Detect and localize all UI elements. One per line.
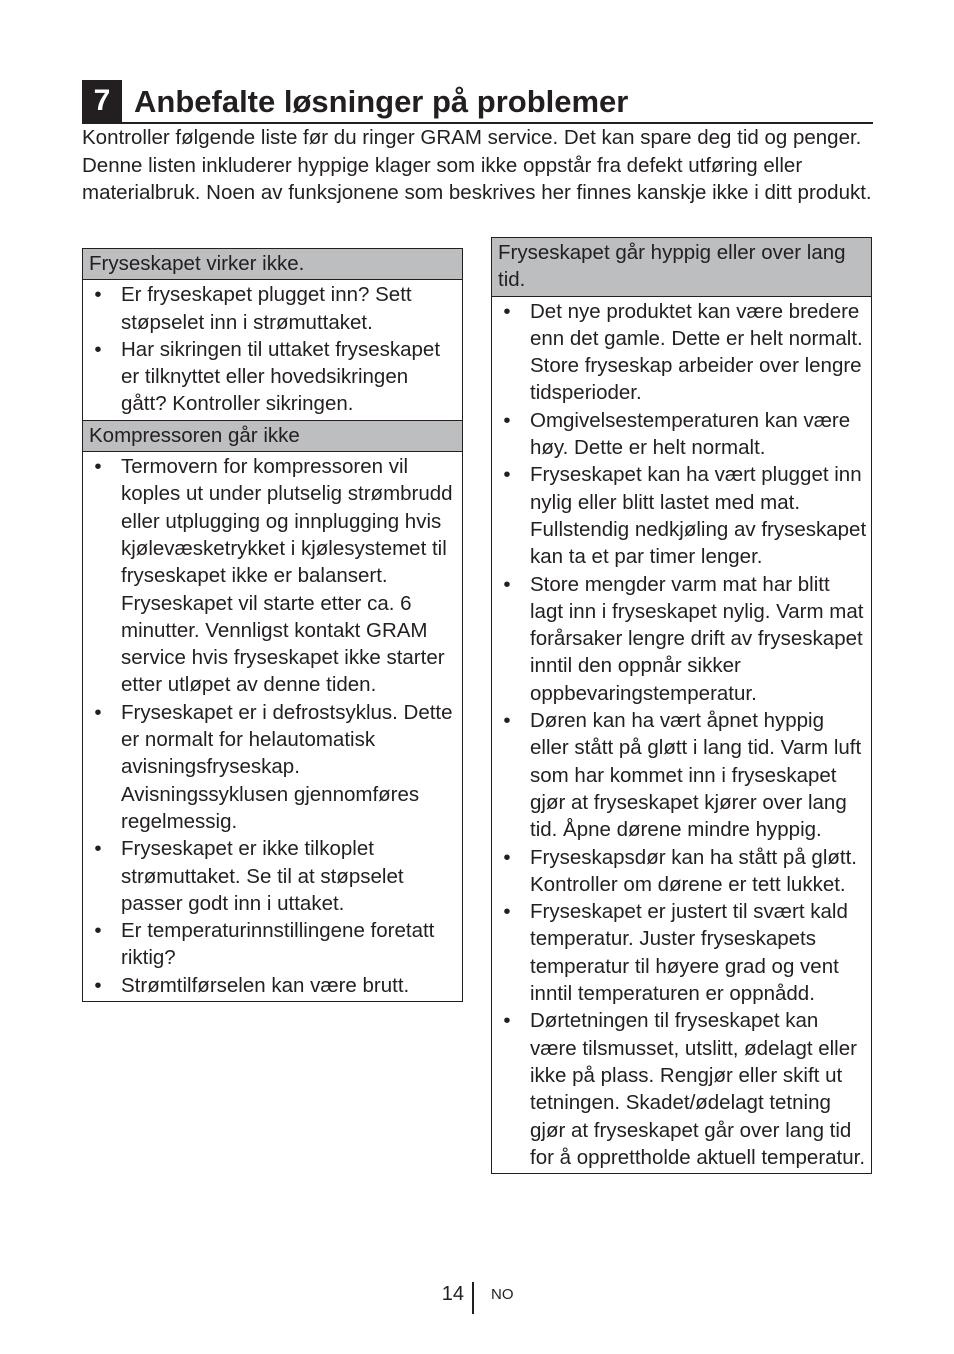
list-item: • Har sikringen til uttaket fryseskapet er tilknyttet eller hovedsikringen gått? Kontroller sikringen. bbox=[94, 337, 441, 416]
language-code: NO bbox=[491, 1286, 514, 1303]
footer-divider bbox=[472, 1282, 474, 1314]
intro-paragraph: Kontroller følgende liste før du ringer GRAM service. Det kan spare deg tid og penger. Denne listen inkluderer hyppige klager som ikke oppstår fra defekt utføring eller materialbruk. Noen av funksjonene som beskrives her finnes kanskje ikke i ditt produkt. bbox=[82, 126, 872, 204]
list-item: • Omgivelsestemperaturen kan være høy. Dette er helt normalt. bbox=[503, 408, 851, 460]
box-body-not-working bbox=[83, 280, 462, 419]
box-body-runs-often bbox=[492, 297, 871, 1174]
list-item: • Fryseskapsdør kan ha stått på gløtt. Kontroller om dørene er tett lukket. bbox=[503, 845, 857, 896]
section-title: Anbefalte løsninger på problemer bbox=[134, 84, 629, 119]
right-troubleshooting-box bbox=[491, 237, 872, 1174]
left-troubleshooting-box bbox=[82, 248, 463, 1002]
section-heading bbox=[82, 80, 873, 124]
list-item: • Fryseskapet kan ha vært plugget inn nylig eller blitt lastet med mat. Fullstendig nedkjøling av fryseskapet kan ta et par timer lenger. bbox=[503, 463, 867, 569]
section-number: 7 bbox=[82, 80, 122, 122]
list-item: • Er temperaturinnstillingene foretatt riktig? bbox=[94, 919, 435, 970]
list-item: • Store mengder varm mat har blitt lagt inn i fryseskapet nylig. Varm mat forårsaker lengre drift av fryseskapet inntil den oppnår sikker oppbevaringstemperatur. bbox=[503, 572, 864, 705]
box-header-runs-often: Fryseskapet går hyppig eller over lang tid. bbox=[492, 238, 871, 297]
list-item: • Det nye produktet kan være bredere enn det gamle. Dette er helt normalt. Store fryseskap arbeider over lengre tidsperioder. bbox=[503, 299, 863, 405]
list-item: • Fryseskapet er ikke tilkoplet strømuttaket. Se til at støpselet passer godt inn i uttaket. bbox=[94, 837, 404, 915]
page-number: 14 bbox=[441, 1283, 464, 1305]
list-item: • Fryseskapet er i defrostsyklus. Dette er normalt for helautomatisk avisningsfryseskap. Avisningssyklusen gjennomføres regelmessig. bbox=[94, 700, 453, 833]
list-item: • Døren kan ha vært åpnet hyppig eller stått på gløtt i lang tid. Varm luft som har kommet inn i fryseskapet gjør at fryseskapet kjører over lang tid. Åpne dørene mindre hyppig. bbox=[503, 709, 862, 842]
list-item: • Dørtetningen til fryseskapet kan være tilsmusset, utslitt, ødelagt eller ikke på plass. Rengjør eller skift ut tetningen. Skadet/ødelagt tetning gjør at fryseskapet går over lang tid for å opprettholde aktuell temperatur. bbox=[503, 1009, 866, 1169]
list-item: • Termovern for kompressoren vil koples ut under plutselig strømbrudd eller utplugging og innplugging hvis kjølevæsketrykket i kjølesystemet til fryseskapet ikke er balansert. Fryseskapet vil starte etter ca. 6 minutter. Vennligst kontakt GRAM service hvis fryseskapet ikke starter etter utløpet av denne tiden. bbox=[94, 455, 453, 697]
box-header-compressor: Kompressoren går ikke bbox=[83, 420, 462, 452]
box-header-not-working: Fryseskapet virker ikke. bbox=[83, 249, 462, 280]
box-body-compressor bbox=[83, 452, 462, 1001]
list-item: • Er fryseskapet plugget inn? Sett støpselet inn i strømuttaket. bbox=[94, 283, 412, 334]
list-item: • Fryseskapet er justert til svært kald temperatur. Juster fryseskapets temperatur til høyere grad og vent inntil temperaturen er oppnådd. bbox=[503, 900, 848, 1006]
list-item: • Strømtilførselen kan være brutt. bbox=[94, 973, 410, 997]
